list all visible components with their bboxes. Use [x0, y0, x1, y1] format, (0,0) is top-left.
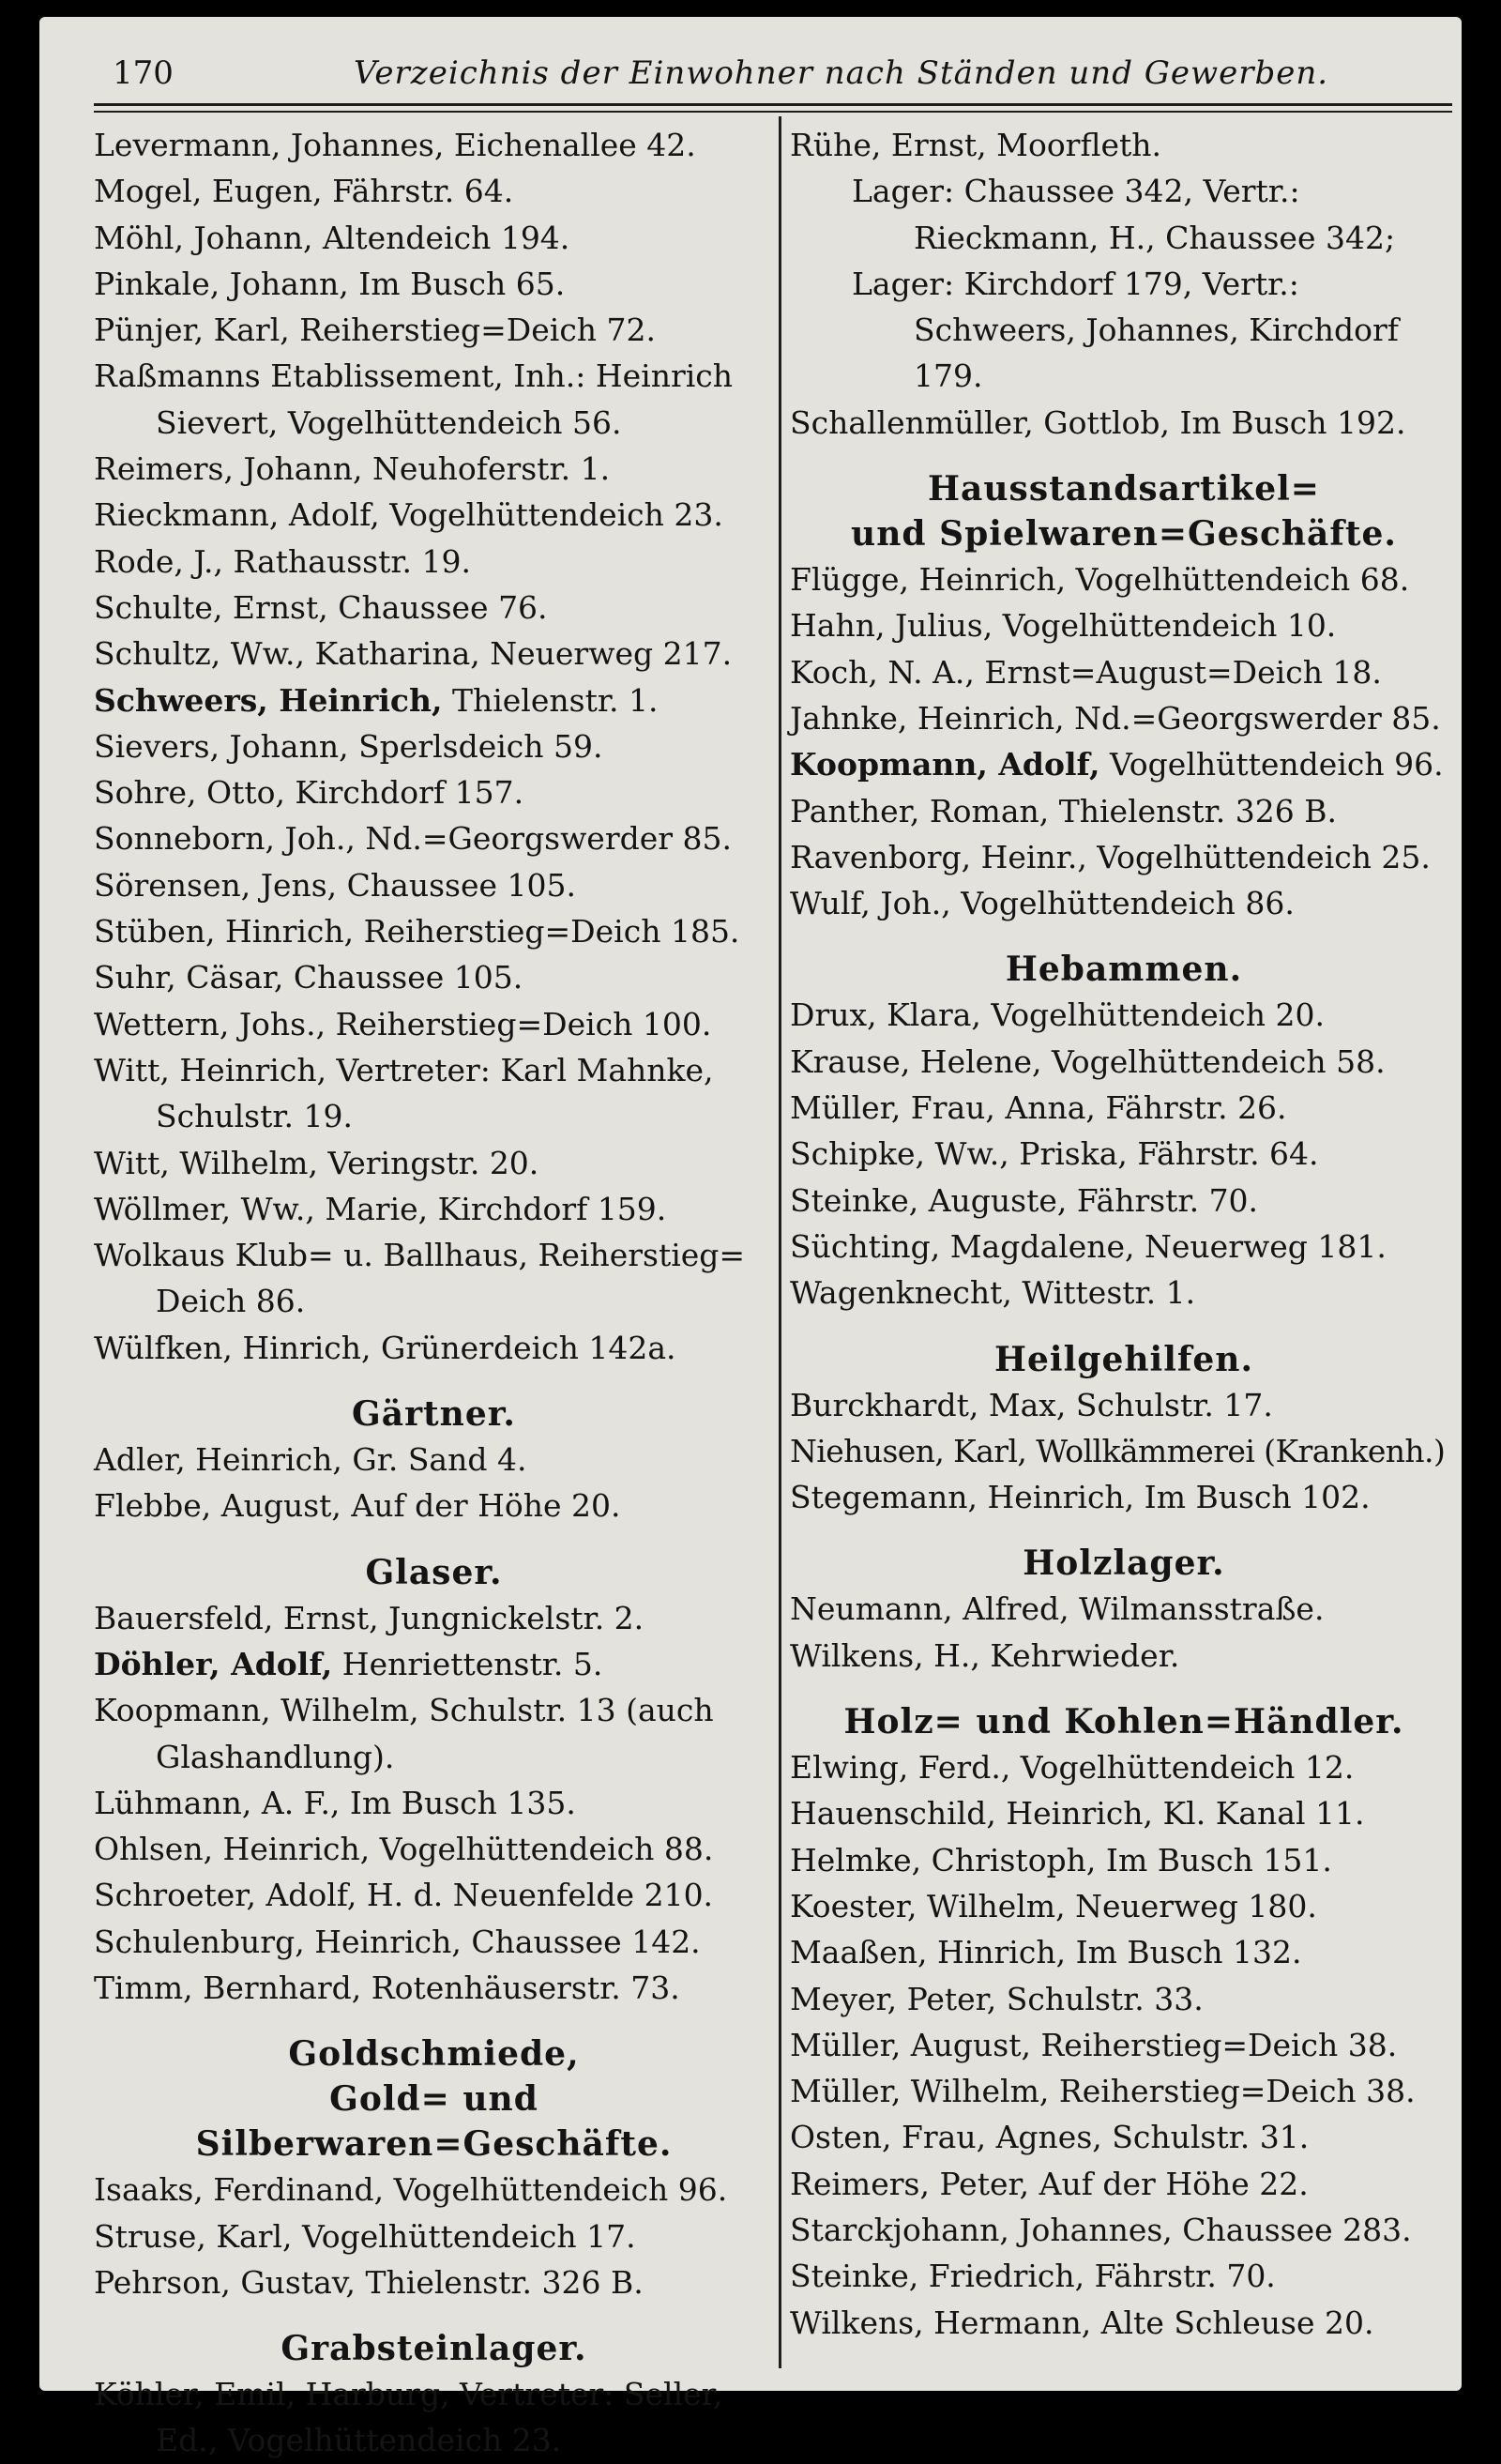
- entry: Pinkale, Johann, Im Busch 65.: [94, 265, 566, 302]
- page-number: 170: [113, 54, 174, 92]
- section-heading-spielwaren: und Spielwaren=Geschäfte.: [851, 514, 1397, 555]
- entry-sub: Lager: Chaussee 342, Vertr.: Rieckmann, H., Chaussee 342;: [852, 173, 1396, 256]
- entry: Schallenmüller, Gottlob, Im Busch 192.: [790, 403, 1406, 441]
- entry: Reimers, Peter, Auf der Höhe 22.: [790, 2165, 1309, 2202]
- section-heading-heilgehilfen: Heilgehilfen.: [994, 1339, 1253, 1379]
- left-column: [94, 122, 774, 2464]
- entry: Suhr, Cäsar, Chaussee 105.: [94, 959, 523, 996]
- entry: Wilkens, Hermann, Alte Schleuse 20.: [790, 2304, 1374, 2341]
- entry: Helmke, Christoph, Im Busch 151.: [790, 1841, 1332, 1878]
- entry: Witt, Wilhelm, Veringstr. 20.: [94, 1144, 539, 1181]
- entry-bold: [94, 677, 774, 723]
- entry: Wettern, Johs., Reiherstieg=Deich 100.: [94, 1005, 712, 1042]
- entry: Hauenschild, Heinrich, Kl. Kanal 11.: [790, 1795, 1365, 1833]
- entry: Starckjohann, Johannes, Chaussee 283.: [790, 2211, 1412, 2248]
- entry-name-bold: Koopmann, Adolf,: [790, 746, 1100, 783]
- entry: Levermann, Johannes, Eichenallee 42.: [94, 127, 696, 163]
- section-heading-glaser: Glaser.: [365, 1552, 503, 1592]
- entry: Krause, Helene, Vogelhüttendeich 58.: [790, 1042, 1386, 1080]
- section-heading-holz-kohlen: Holz= und Kohlen=Händler.: [843, 1702, 1404, 1742]
- entry-name-bold: Döhler, Adolf,: [94, 1645, 333, 1682]
- entry: Schulte, Ernst, Chaussee 76.: [94, 588, 548, 626]
- entry-address: Henriettenstr. 5.: [332, 1645, 603, 1682]
- entry: Timm, Bernhard, Rotenhäuserstr. 73.: [94, 1969, 680, 2006]
- entry: Panther, Roman, Thielenstr. 326 B.: [790, 792, 1337, 829]
- entry: Schipke, Ww., Priska, Fährstr. 64.: [790, 1135, 1319, 1173]
- entry: Meyer, Peter, Schulstr. 33.: [790, 1980, 1204, 2017]
- entry-address: Thielenstr. 1.: [442, 681, 659, 719]
- entry: Mogel, Eugen, Fährstr. 64.: [94, 173, 514, 210]
- entry: Rühe, Ernst, Moorfleth.: [790, 127, 1161, 163]
- entry: Koester, Wilhelm, Neuerweg 180.: [790, 1887, 1317, 1924]
- entry-bold: [790, 741, 1458, 787]
- entry: Stegemann, Heinrich, Im Busch 102.: [790, 1479, 1371, 1516]
- entry: Wagenknecht, Wittestr. 1.: [790, 1274, 1196, 1312]
- entry-name-bold: Schweers, Heinrich,: [94, 681, 443, 719]
- entry: Osten, Frau, Agnes, Schulstr. 31.: [790, 2119, 1310, 2156]
- entry: Struse, Karl, Vogelhüttendeich 17.: [94, 2217, 636, 2255]
- header-rule-thin: [94, 111, 1452, 113]
- entry: Koch, N. A., Ernst=August=Deich 18.: [790, 653, 1382, 691]
- entry-continuation: [790, 261, 1458, 400]
- section-heading-grabsteinlager: Grabsteinlager.: [280, 2329, 587, 2369]
- entry: Steinke, Auguste, Fährstr. 70.: [790, 1181, 1259, 1219]
- section-heading-hebammen: Hebammen.: [1005, 950, 1243, 990]
- entry: Wulf, Joh., Vogelhüttendeich 86.: [790, 885, 1295, 922]
- entry: Sohre, Otto, Kirchdorf 157.: [94, 774, 524, 812]
- entry: Burckhardt, Max, Schulstr. 17.: [790, 1386, 1273, 1423]
- section-heading-hausstandsartikel: Hausstandsartikel=: [928, 469, 1320, 510]
- entry: Wilkens, H., Kehrwieder.: [790, 1636, 1180, 1674]
- entry: Schulenburg, Heinrich, Chaussee 142.: [94, 1923, 701, 1960]
- entry: Müller, Wilhelm, Reiherstieg=Deich 38.: [790, 2073, 1416, 2110]
- entry: Köhler, Emil, Harburg, Vertreter: Seller, Ed., Vogelhüttendeich 23.: [94, 2376, 723, 2459]
- entry: Steinke, Friedrich, Fährstr. 70.: [790, 2258, 1276, 2295]
- entry: Wülfken, Hinrich, Grünerdeich 142a.: [94, 1329, 676, 1366]
- entry: Rieckmann, Adolf, Vogelhüttendeich 23.: [94, 496, 723, 534]
- page-header: [39, 17, 1462, 103]
- entry: Koopmann, Wilhelm, Schulstr. 13 (auch Glashandlung).: [94, 1692, 714, 1775]
- entry: Stüben, Hinrich, Reiherstieg=Deich 185.: [94, 913, 740, 951]
- section-heading-goldschmiede: Goldschmiede,: [288, 2034, 580, 2075]
- entry: Reimers, Johann, Neuhoferstr. 1.: [94, 450, 611, 488]
- entry: Sievers, Johann, Sperlsdeich 59.: [94, 727, 603, 765]
- entry: Sörensen, Jens, Chaussee 105.: [94, 866, 576, 904]
- entry: Witt, Heinrich, Vertreter: Karl Mahnke, Schulstr. 19.: [94, 1051, 714, 1135]
- entry: Rode, J., Rathausstr. 19.: [94, 542, 471, 580]
- column-divider: [779, 116, 781, 2368]
- entry: Drux, Klara, Vogelhüttendeich 20.: [790, 996, 1325, 1034]
- entry-continuation: [790, 168, 1458, 261]
- entry: Ravenborg, Heinr., Vogelhüttendeich 25.: [790, 838, 1431, 875]
- entry: Wolkaus Klub= u. Ballhaus, Reiherstieg= Deich 86.: [94, 1237, 746, 1320]
- entry: Bauersfeld, Ernst, Jungnickelstr. 2.: [94, 1599, 644, 1636]
- entry: Flügge, Heinrich, Vogelhüttendeich 68.: [790, 561, 1410, 599]
- header-rule: [94, 103, 1452, 106]
- entry: Jahnke, Heinrich, Nd.=Georgswerder 85.: [790, 699, 1441, 737]
- entry-address: Vogelhüttendeich 96.: [1099, 746, 1444, 783]
- entry: Möhl, Johann, Altendeich 194.: [94, 219, 570, 256]
- entry: Raßmanns Etablissement, Inh.: Heinrich Sievert, Vogelhüttendeich 56.: [94, 357, 734, 441]
- entry: Adler, Heinrich, Gr. Sand 4.: [94, 1441, 527, 1479]
- entry: Isaaks, Ferdinand, Vogelhüttendeich 96.: [94, 2171, 728, 2209]
- directory-page: [39, 17, 1462, 2459]
- section-heading-gold-silberwaren: Gold= und Silberwaren=Geschäfte.: [195, 2079, 673, 2165]
- entry: Sonneborn, Joh., Nd.=Georgswerder 85.: [94, 820, 733, 858]
- entry: Süchting, Magdalene, Neuerweg 181.: [790, 1227, 1387, 1265]
- entry: Hahn, Julius, Vogelhüttendeich 10.: [790, 607, 1337, 645]
- entry: Wöllmer, Ww., Marie, Kirchdorf 159.: [94, 1190, 667, 1227]
- entry: Schroeter, Adolf, H. d. Neuenfelde 210.: [94, 1877, 714, 1914]
- entry-bold: [94, 1641, 774, 1687]
- entry: Niehusen, Karl, Wollkämmerei (Krankenh.): [790, 1432, 1446, 1469]
- entry: Schultz, Ww., Katharina, Neuerweg 217.: [94, 635, 733, 673]
- entry: Flebbe, August, Auf der Höhe 20.: [94, 1487, 621, 1525]
- entry: Pehrson, Gustav, Thielenstr. 326 B.: [94, 2263, 644, 2301]
- entry: Pünjer, Karl, Reiherstieg=Deich 72.: [94, 312, 657, 349]
- running-title: Verzeichnis der Einwohner nach Ständen und Gewerben.: [354, 54, 1329, 92]
- entry: Müller, Frau, Anna, Fährstr. 26.: [790, 1089, 1287, 1127]
- entry-sub: Lager: Kirchdorf 179, Vertr.: Schweers, Johannes, Kirchdorf 179.: [852, 265, 1400, 395]
- entry: Lühmann, A. F., Im Busch 135.: [94, 1784, 576, 1821]
- entry: Müller, August, Reiherstieg=Deich 38.: [790, 2026, 1398, 2063]
- section-heading-gaertner: Gärtner.: [352, 1394, 516, 1435]
- entry: Ohlsen, Heinrich, Vogelhüttendeich 88.: [94, 1831, 714, 1868]
- entry: Maaßen, Hinrich, Im Busch 132.: [790, 1934, 1302, 1971]
- entry: Elwing, Ferd., Vogelhüttendeich 12.: [790, 1749, 1355, 1787]
- right-column: [790, 122, 1458, 2346]
- section-heading-holzlager: Holzlager.: [1023, 1544, 1225, 1584]
- entry: Neumann, Alfred, Wilmansstraße.: [790, 1590, 1325, 1628]
